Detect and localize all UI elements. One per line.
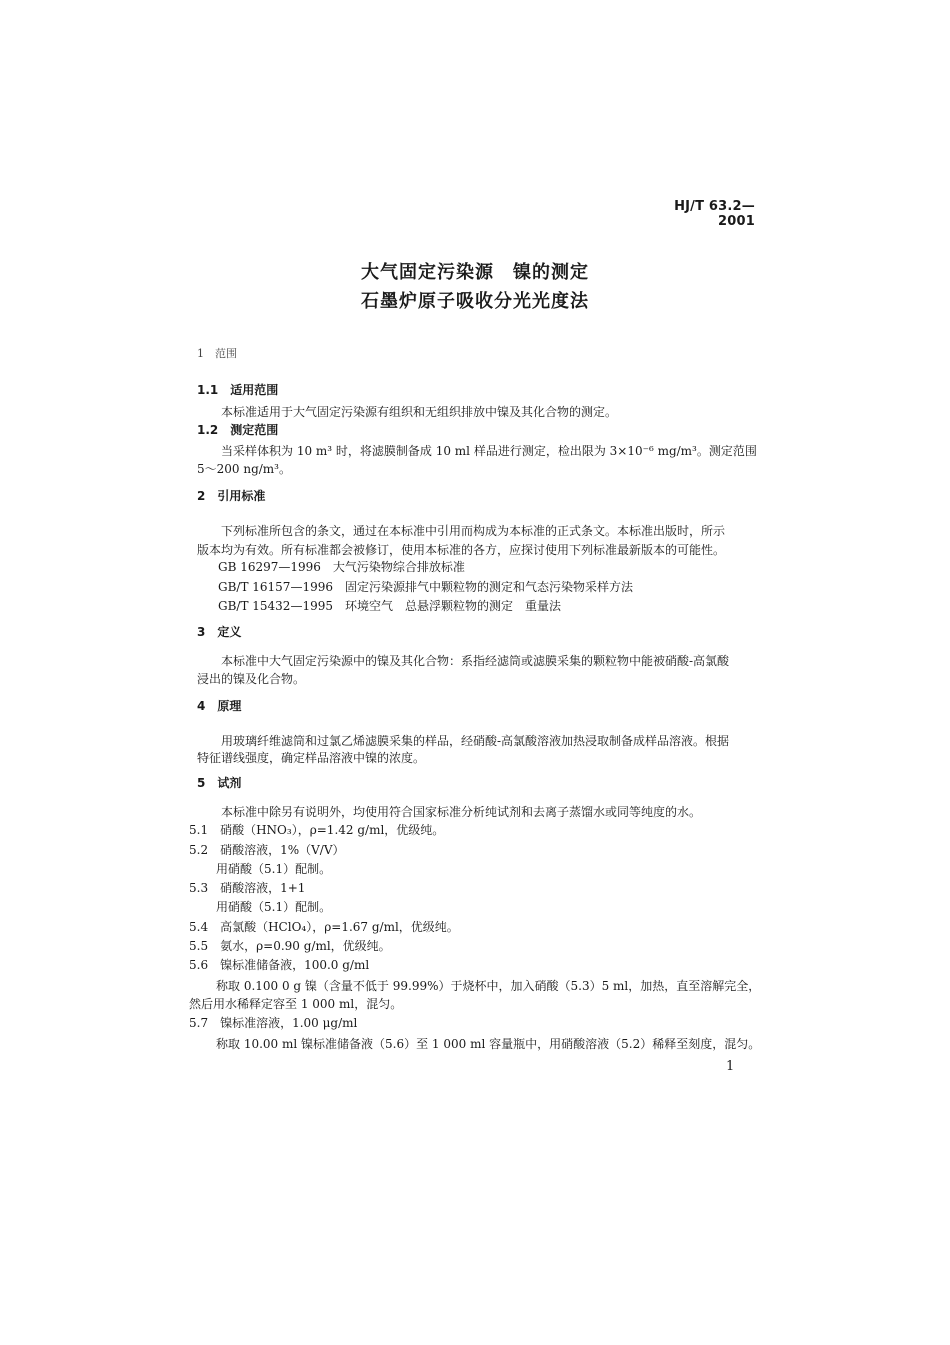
section-3-text-line2: 浸出的镍及化合物。 bbox=[197, 672, 306, 686]
standard-number: HJ/T 63.2—2001 bbox=[674, 199, 755, 229]
section-3-heading: 3 定义 bbox=[197, 625, 242, 639]
section-1-1-text: 本标准适用于大气固定污染源有组织和无组织排放中镍及其化合物的测定。 bbox=[221, 405, 618, 419]
section-2-text-line1: 下列标准所包含的条文，通过在本标准中引用而构成为本标准的正式条文。本标准出版时，所示 bbox=[221, 524, 726, 538]
section-4-text-line1: 用玻璃纤维滤筒和过氯乙烯滤膜采集的样品，经硝酸-高氯酸溶液加热浸取制备成样品溶液。根据 bbox=[221, 734, 730, 748]
document-title-line1: 大气固定污染源 镍的测定 bbox=[361, 262, 589, 283]
reagent-item-5-7: 5.7 镍标准溶液，1.00 μg/ml bbox=[189, 1016, 358, 1030]
reagent-item-5-2: 5.2 硝酸溶液，1%（V/V） bbox=[189, 843, 345, 857]
reagent-item-5-4: 5.4 高氯酸（HClO₄），ρ=1.67 g/ml，优级纯。 bbox=[189, 920, 459, 934]
document-title-line2: 石墨炉原子吸收分光光度法 bbox=[361, 291, 589, 312]
section-1-1-heading: 1.1 适用范围 bbox=[197, 383, 279, 397]
section-4-heading: 4 原理 bbox=[197, 699, 242, 713]
reagent-item-5-7-text-line1: 称取 10.00 ml 镍标准储备液（5.6）至 1 000 ml 容量瓶中，用硝酸溶液（5.2）稀释至刻度，混匀。 bbox=[216, 1037, 761, 1051]
section-3-text-line1: 本标准中大气固定污染源中的镍及其化合物：系指经滤筒或滤膜采集的颗粒物中能被硝酸-高氯酸 bbox=[221, 654, 730, 668]
reference-item: GB/T 16157—1996 固定污染源排气中颗粒物的测定和气态污染物采样方法 bbox=[218, 580, 633, 594]
section-4-text-line2: 特征谱线强度，确定样品溶液中镍的浓度。 bbox=[197, 751, 426, 765]
section-2-heading: 2 引用标准 bbox=[197, 489, 266, 503]
section-5-intro: 本标准中除另有说明外，均使用符合国家标准分析纯试剂和去离子蒸馏水或同等纯度的水。 bbox=[221, 805, 702, 819]
section-2-text-line2: 版本均为有效。所有标准都会被修订，使用本标准的各方，应探讨使用下列标准最新版本的可能性。 bbox=[197, 543, 726, 557]
reagent-item-5-6: 5.6 镍标准储备液，100.0 g/ml bbox=[189, 958, 370, 972]
section-1-heading: 1 范围 bbox=[197, 347, 237, 360]
section-5-heading: 5 试剂 bbox=[197, 776, 242, 790]
reference-item: GB/T 15432—1995 环境空气 总悬浮颗粒物的测定 重量法 bbox=[218, 599, 561, 613]
section-1-2-text-line2: 5～200 ng/m³。 bbox=[197, 462, 291, 476]
section-1-2-heading: 1.2 测定范围 bbox=[197, 423, 279, 437]
reagent-item-5-3-note: 用硝酸（5.1）配制。 bbox=[216, 900, 332, 914]
reagent-item-5-5: 5.5 氨水，ρ=0.90 g/ml，优级纯。 bbox=[189, 939, 391, 953]
page-number: 1 bbox=[726, 1059, 735, 1074]
reference-item: GB 16297—1996 大气污染物综合排放标准 bbox=[218, 560, 465, 574]
section-1-2-text-line1: 当采样体积为 10 m³ 时，将滤膜制备成 10 ml 样品进行测定，检出限为 3×10⁻⁶ mg/m³。测定范围 bbox=[221, 444, 757, 458]
reagent-item-5-6-text-line2: 然后用水稀释定容至 1 000 ml，混匀。 bbox=[189, 997, 403, 1011]
reagent-item-5-1: 5.1 硝酸（HNO₃），ρ=1.42 g/ml，优级纯。 bbox=[189, 823, 445, 837]
reagent-item-5-3: 5.3 硝酸溶液，1+1 bbox=[189, 881, 306, 895]
reagent-item-5-2-note: 用硝酸（5.1）配制。 bbox=[216, 862, 332, 876]
reagent-item-5-6-text-line1: 称取 0.100 0 g 镍（含量不低于 99.99%）于烧杯中，加入硝酸（5.3）5 ml，加热，直至溶解完全， bbox=[216, 979, 761, 993]
